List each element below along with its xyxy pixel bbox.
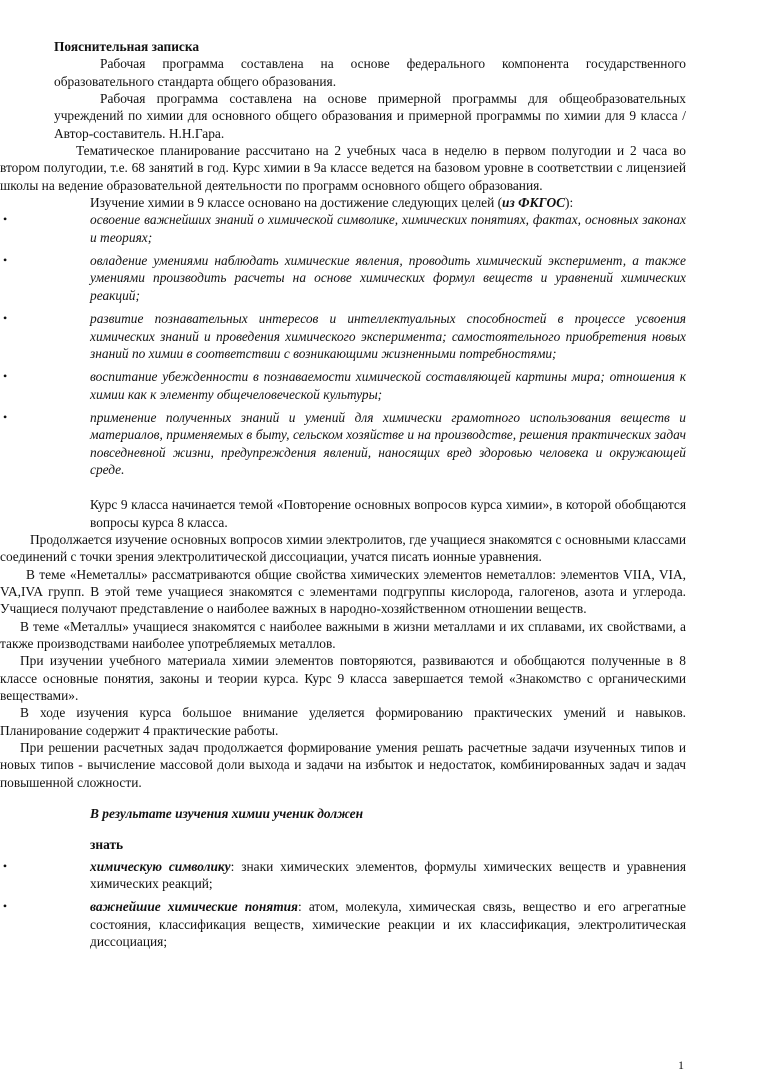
know-item [2, 858, 686, 893]
goal-text: воспитание убежденности в познаваемости химической составляющей картины мира; отношения к химии как к элементу общечеловеческой культуры; [90, 369, 686, 402]
goal-text: развитие познавательных интересов и интеллектуальных способностей в процессе усвоения химических знаний и проведения химического эксперимента; самостоятельного приобретения новых знаний по химии в соответствии с возникающими жизненными потребностями; [90, 311, 686, 361]
goals-intro-end: ): [565, 195, 574, 211]
know-list [2, 858, 686, 951]
course-paragraph-2: Продолжается изучение основных вопросов химии электролитов, где учащиеся знакомятся с основными классами соединений с точки зрения электролитической диссоциации, учатся писать ионные уравнения. [0, 531, 686, 565]
bullet-icon: • [2, 212, 8, 227]
course-paragraph-6: В ходе изучения курса большое внимание уделяется формированию практических умений и навыков. Планирование содержит 4 практические работы. [0, 705, 686, 738]
course-paragraph-5: При изучении учебного материала химии элементов повторяются, развиваются и обобщаются полученные в 8 классе основные понятия, законы и теории курса. Курс 9 класса завершается темой «Знакомство с органическими веществами». [0, 653, 686, 704]
goal-item [2, 310, 686, 362]
know-text: : знаки химических элементов, формулы химических веществ и уравнения химических реакций; [90, 858, 686, 892]
goal-text: применение полученных знаний и умений для химически грамотного использования веществ и материалов, применяемых в быту, сельском хозяйстве и на производстве, решения практических задач повседневной жизни, предупреждения явлений, наносящих вред здоровью человека и окружающей среде. [90, 409, 686, 477]
intro-paragraph-3: Тематическое планирование рассчитано на 2 учебных часа в неделю в первом полугодии и 2 часа во втором полугодии, т.е. 68 занятий в год. Курс химии в 9а классе ведется на базовом уровне в соответствии с лицензией школы на ведение образовательной деятельности по программ основного общего образования. [0, 143, 686, 193]
know-term: химическую символику [90, 858, 231, 874]
bullet-icon: • [2, 369, 8, 384]
goal-item [2, 211, 686, 246]
document-page [0, 38, 686, 957]
goal-item [2, 252, 686, 304]
intro-paragraph-1: Рабочая программа составлена на основе федерального компонента государственного образовательного стандарта общего образования. [54, 56, 686, 89]
course-paragraph-7: При решении расчетных задач продолжается формирование умения решать расчетные задачи изученных типов и новых типов - вычисление массовой доли выхода и задачи на избыток и недостаток, комбинированных задач и задач повышенной сложности. [0, 740, 686, 790]
know-heading: знать [90, 837, 124, 853]
know-term: важнейшие химические понятия [90, 899, 298, 915]
goals-list [2, 211, 686, 478]
bullet-icon: • [2, 409, 8, 424]
goal-item [2, 409, 686, 478]
spacer [54, 484, 686, 496]
goals-intro-source: из ФКГОС [502, 195, 566, 211]
course-paragraph-4: В теме «Металлы» учащиеся знакомятся с наиболее важными в жизни металлами и их сплавами, их свойствами, а также производствами наиболее употребляемых металлов. [0, 618, 686, 651]
document-title: Пояснительная записка [54, 39, 200, 54]
goals-intro [54, 194, 686, 211]
goal-item [2, 368, 686, 403]
know-text: : атом, молекула, химическая связь, вещество и его агрегатные состояния, классификация веществ, химические реакции и их классификация, электролитическая диссоциация; [90, 899, 686, 950]
course-paragraph-3: В теме «Неметаллы» рассматриваются общие свойства химических элементов неметаллов: элементов VIIA, VIA, VA,IVA групп. В этой теме учащиеся знакомятся с элементами подгруппы кислорода, галогенов, азота и углерода. Учащиеся получают представление о наиболее важных в народно-хозяйственном отношении веществ. [0, 566, 686, 617]
goal-text: овладение умениями наблюдать химические явления, проводить химический эксперимент, а также умениями производить расчеты на основе химических формул веществ и уравнений химических реакций; [90, 253, 686, 303]
goal-text: освоение важнейших знаний о химической символике, химических понятиях, фактах, основных законах и теориях; [90, 212, 686, 245]
result-heading: В результате изучения химии ученик должен [90, 806, 364, 822]
intro-paragraph-2: Рабочая программа составлена на основе примерной программы для общеобразовательных учреждений по химии для основного общего образования и примерной программы по химии для 9 класса /Автор-составитель. Н.Н.Гара. [54, 91, 686, 141]
goals-intro-text: Изучение химии в 9 классе основано на достижение следующих целей ( [90, 195, 503, 211]
bullet-icon: • [2, 253, 8, 268]
know-item [2, 898, 686, 950]
bullet-icon: • [2, 311, 8, 326]
bullet-icon: • [2, 858, 8, 873]
page-number: 1 [678, 1058, 684, 1072]
course-paragraph-1: Курс 9 класса начинается темой «Повторение основных вопросов курса химии», в которой обобщаются вопросы курса 8 класса. [90, 497, 686, 530]
bullet-icon: • [2, 899, 8, 914]
